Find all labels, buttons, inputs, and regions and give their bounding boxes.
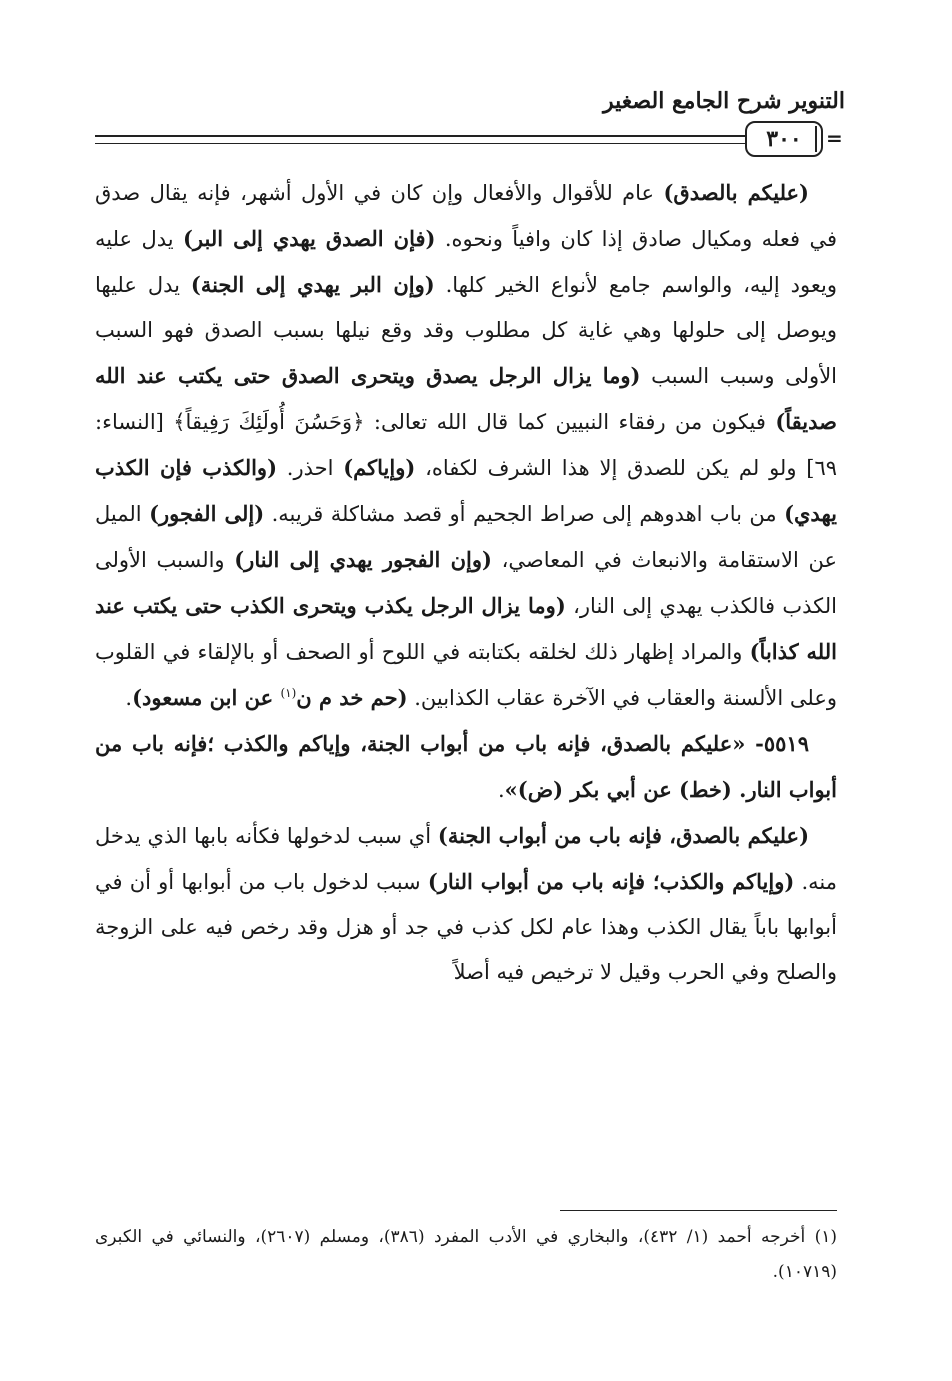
bold-text-segment: (وما يزال الرجل يصدق ويتحرى الصدق حتى يكتب عند الله صديقاً) — [95, 363, 837, 434]
bold-text-segment: (حم خد م ن — [296, 685, 408, 710]
header-mark: = — [826, 126, 843, 150]
page-header-title: التنوير شرح الجامع الصغير — [603, 88, 845, 114]
paragraph-commentary-2 — [95, 813, 837, 995]
paragraph-commentary-1 — [95, 170, 837, 721]
footnote: (١) أخرجه أحمد (١/ ٤٣٢)، والبخاري في الأدب المفرد (٣٨٦)، ومسلم (٢٦٠٧)، والنسائي في الكبرى (١٠٧١٩). — [95, 1227, 837, 1282]
bold-text-segment: (وإن البر يهدي إلى الجنة) — [190, 272, 435, 297]
text-segment: فيكون من رفقاء النبيين كما قال الله تعالى: ﴿وَحَسُنَ أُولَئِكَ رَفِيقاً﴾ [النساء: ٦٩] ولو لم يكن للصدق إلا هذا الشرف لكفاه، — [95, 410, 837, 480]
bold-text-segment: (فإن الصدق يهدي إلى البر) — [182, 226, 436, 251]
text-segment: والسبب الأولى الكذب فالكذب يهدي إلى النار، — [95, 548, 837, 618]
bold-text-segment: (عليكم بالصدق) — [663, 180, 809, 205]
text-segment: يدل عليه ويعود إليه، والواسم جامع لأنواع الخير كلها. — [95, 227, 837, 297]
bold-text-segment: (وإياكم والكذب؛ فإنه باب من أبواب النار) — [427, 869, 795, 894]
text-segment: . — [125, 686, 133, 710]
text-segment: الميل عن الاستقامة والانبعاث في المعاصي، — [95, 502, 838, 572]
bold-text-segment: (والكذب فإن الكذب يهدي) — [95, 455, 837, 526]
text-segment: يدل عليها ويوصل إلى حلولها وهي غاية كل مطلوب وقد وقع نيلها بسبب الصدق فهو السبب الأولى وسبب السبب — [95, 273, 838, 388]
text-segment: سبب لدخول باب من أبوابها أو أن في أبوابها باباً يقال الكذب وهذا عام لكل كذب في جد أو هزل وقد رخص فيه على الزوجة والصلح وفي الحرب وقيل لا ترخيص فيه أصلاً — [95, 870, 837, 984]
bold-text-segment: ٥٥١٩- «عليكم بالصدق، فإنه باب من أبواب الجنة، وإياكم والكذب ؛فإنه باب من أبواب النار. (خط) عن أبي بكر (ض)» — [95, 731, 837, 802]
text-segment: أي سبب لدخولها فكأنه بابها الذي يدخل منه. — [95, 824, 837, 894]
bold-text-segment: (إلى الفجور) — [149, 501, 265, 526]
header-rule — [95, 135, 745, 137]
bold-text-segment: (وإياكم) — [343, 455, 416, 480]
main-text — [95, 170, 837, 995]
paragraph-hadith-5519 — [95, 721, 837, 813]
text-segment: احذر. — [277, 456, 344, 480]
bold-text-segment: (وإن الفجور يهدي إلى النار) — [234, 547, 492, 572]
text-segment: عام للأقوال والأفعال وإن كان في الأول أشهر، فإنه يقال صدق في فعله ومكيال صادق إذا كان وافياً ونحوه. — [95, 181, 837, 251]
bold-text-segment: عن ابن مسعود) — [132, 685, 281, 710]
bold-text-segment: (وما يزال الرجل يكذب ويتحرى الكذب حتى يكتب عند الله كذاباً) — [95, 593, 837, 664]
page-number: ٣٠٠ — [745, 121, 823, 157]
bold-text-segment: (عليكم بالصدق، فإنه باب من أبواب الجنة) — [437, 823, 810, 848]
text-segment: من باب اهدوهم إلى صراط الجحيم أو قصد مشاكلة قريبه. — [264, 502, 785, 526]
header-rule-thin — [95, 143, 745, 144]
footnote-separator — [560, 1210, 837, 1211]
footnote-marker: (١) — [280, 686, 297, 700]
text-segment: والمراد إظهار ذلك لخلقه بكتابته في اللوح أو الصحف أو بالإلقاء في القلوب وعلى الألسنة والعقاب في الآخرة عقاب الكذابين. — [95, 640, 837, 710]
text-segment: . — [497, 778, 505, 802]
